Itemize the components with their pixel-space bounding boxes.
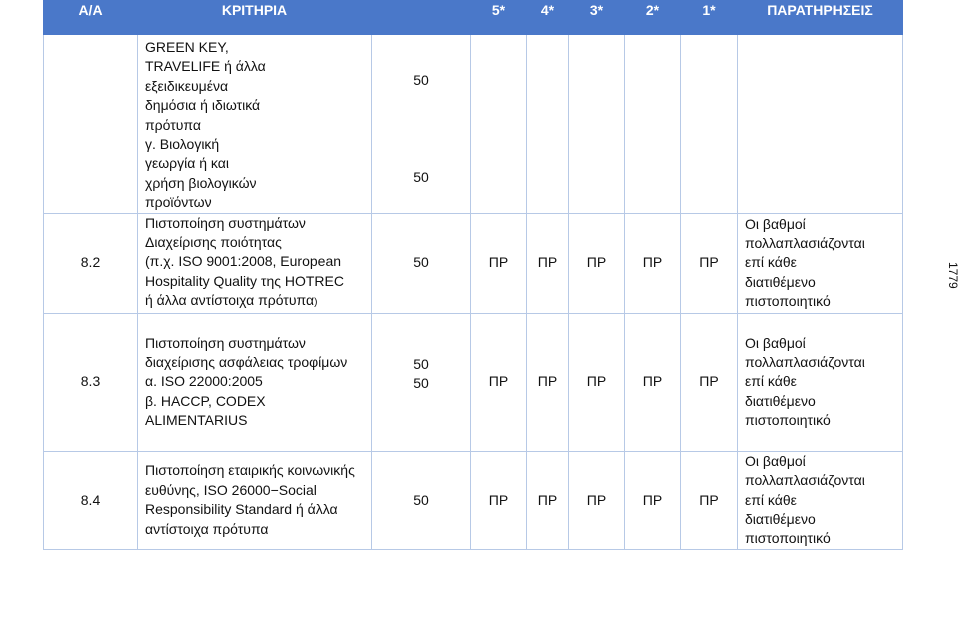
row-notes xyxy=(738,35,903,214)
row-star3: ΠΡ xyxy=(569,213,625,313)
row-star1: ΠΡ xyxy=(681,451,738,549)
row-star4 xyxy=(527,35,569,214)
criteria-line: GREEN KEY, xyxy=(145,39,229,55)
header-notes: ΠΑΡΑΤΗΡΗΣΕΙΣ xyxy=(738,1,903,35)
notes-line: διατιθέμενο xyxy=(745,392,816,409)
table-row xyxy=(44,313,903,451)
row-star1: ΠΡ xyxy=(681,313,738,451)
row-aa: 8.2 xyxy=(44,213,138,313)
notes-line: πιστοποιητικό xyxy=(745,293,831,310)
row-star4: ΠΡ xyxy=(527,451,569,549)
header-star1: 1* xyxy=(681,1,738,35)
row-points: 50 xyxy=(372,213,471,313)
row-star3: ΠΡ xyxy=(569,313,625,451)
row-points: 50 xyxy=(372,451,471,549)
row-aa xyxy=(44,35,138,214)
row-notes xyxy=(738,451,903,549)
criteria-line: γεωργία ή και xyxy=(145,155,229,172)
criteria-line: ή άλλα αντίστοιχα πρότυπα xyxy=(145,292,315,309)
row-criteria xyxy=(138,213,372,313)
row-star4: ΠΡ xyxy=(527,213,569,313)
row-star5: ΠΡ xyxy=(471,213,527,313)
notes-line: Οι βαθμοί xyxy=(745,215,806,232)
notes-line: διατιθέμενο xyxy=(745,510,816,527)
criteria-suffix: ) xyxy=(314,297,318,309)
criteria-line: διαχείρισης ασφάλειας τροφίμων xyxy=(145,354,348,371)
criteria-line: Πιστοποίηση συστημάτων xyxy=(145,214,306,231)
criteria-line: χρήση βιολογικών xyxy=(145,174,257,191)
notes-line: πιστοποιητικό xyxy=(745,412,831,429)
notes-line: Οι βαθμοί xyxy=(745,334,806,351)
page-number: 1779 xyxy=(946,262,960,289)
criteria-line: Διαχείρισης ποιότητας xyxy=(145,234,282,251)
notes-line: πολλαπλασιάζονται xyxy=(745,235,865,252)
row-points xyxy=(372,313,471,451)
row-star1 xyxy=(681,35,738,214)
notes-line: επί κάθε xyxy=(745,254,797,271)
row-star2: ΠΡ xyxy=(625,451,681,549)
notes-line: Οι βαθμοί xyxy=(745,452,806,469)
row-star3 xyxy=(569,35,625,214)
criteria-line: εξειδικευμένα xyxy=(145,77,229,94)
row-star3: ΠΡ xyxy=(569,451,625,549)
row-points xyxy=(372,35,471,214)
criteria-line: TRAVELIFE ή άλλα xyxy=(145,58,266,75)
criteria-line: αντίστοιχα πρότυπα xyxy=(145,520,269,537)
notes-line: πολλαπλασιάζονται xyxy=(745,354,865,371)
row-star5: ΠΡ xyxy=(471,313,527,451)
criteria-line: γ. Βιολογική xyxy=(145,136,220,153)
table-row xyxy=(44,451,903,549)
row-star2: ΠΡ xyxy=(625,313,681,451)
row-notes xyxy=(738,313,903,451)
row-aa: 8.4 xyxy=(44,451,138,549)
header-aa: Α/Α xyxy=(44,1,138,35)
criteria-line: δημόσια ή ιδιωτικά xyxy=(145,97,261,114)
row-criteria xyxy=(138,451,372,549)
notes-line: διατιθέμενο xyxy=(745,273,816,290)
row-aa: 8.3 xyxy=(44,313,138,451)
criteria-table xyxy=(43,0,903,550)
notes-line: πολλαπλασιάζονται xyxy=(745,472,865,489)
criteria-line: Πιστοποίηση εταιρικής κοινωνικής xyxy=(145,462,355,479)
points-value: 50 xyxy=(413,355,429,372)
criteria-line: (π.χ. ISO 9001:2008, European xyxy=(145,253,342,270)
row-star1: ΠΡ xyxy=(681,213,738,313)
criteria-line: α. ISO 22000:2005 xyxy=(145,373,263,390)
table-row xyxy=(44,35,903,214)
notes-line: πιστοποιητικό xyxy=(745,530,831,547)
criteria-line: Πιστοποίηση συστημάτων xyxy=(145,334,306,351)
header-points xyxy=(372,1,471,35)
header-star4: 4* xyxy=(527,1,569,35)
header-criteria: ΚΡΙΤΗΡΙΑ xyxy=(138,1,372,35)
criteria-line: Hospitality Quality της HOTREC xyxy=(145,272,344,289)
row-star2 xyxy=(625,35,681,214)
row-criteria xyxy=(138,35,372,214)
points-value: 50 xyxy=(413,169,429,186)
row-star5: ΠΡ xyxy=(471,451,527,549)
row-star4: ΠΡ xyxy=(527,313,569,451)
header-star5: 5* xyxy=(471,1,527,35)
criteria-line: β. HACCP, CODEX xyxy=(145,392,266,409)
row-criteria xyxy=(138,313,372,451)
row-notes xyxy=(738,213,903,313)
points-value: 50 xyxy=(413,375,429,392)
header-star2: 2* xyxy=(625,1,681,35)
points-value: 50 xyxy=(413,72,429,89)
criteria-line: ALIMENTARIUS xyxy=(145,412,248,429)
criteria-line: Responsibility Standard ή άλλα xyxy=(145,501,338,518)
notes-line: επί κάθε xyxy=(745,491,797,508)
notes-line: επί κάθε xyxy=(745,373,797,390)
row-star2: ΠΡ xyxy=(625,213,681,313)
criteria-line: πρότυπα xyxy=(145,116,201,133)
row-star5 xyxy=(471,35,527,214)
criteria-line: προϊόντων xyxy=(145,194,212,211)
criteria-line: ευθύνης, ISO 26000−Social xyxy=(145,481,317,498)
header-row xyxy=(44,1,903,35)
table-row xyxy=(44,213,903,313)
header-star3: 3* xyxy=(569,1,625,35)
